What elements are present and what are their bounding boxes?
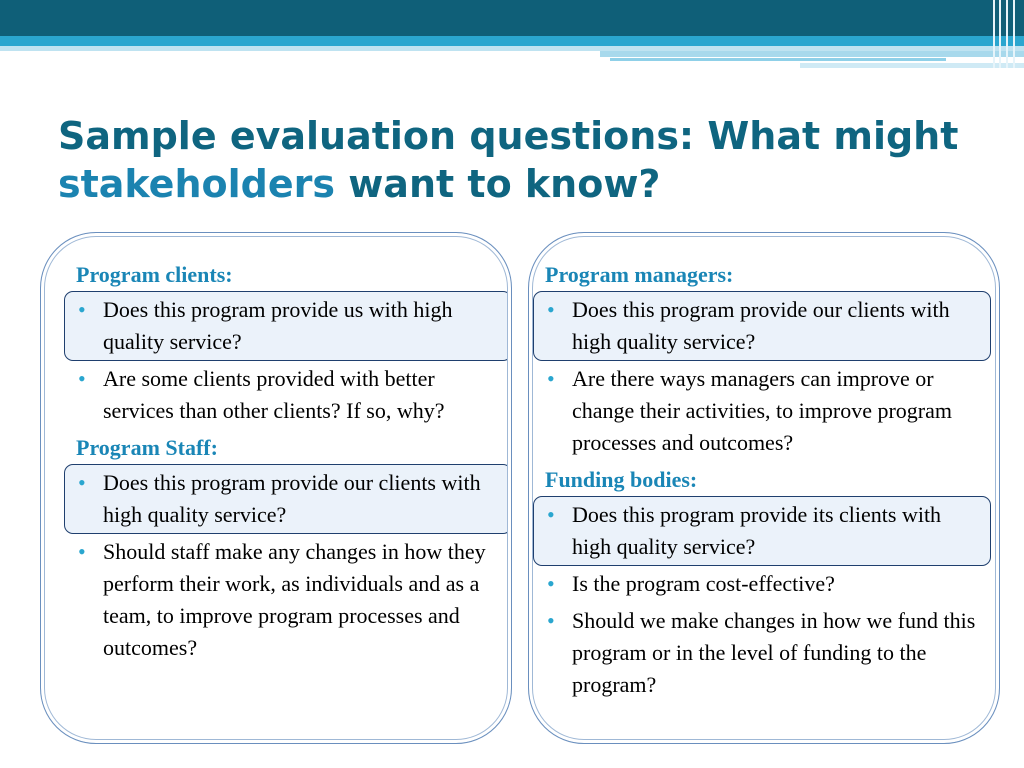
top-bar-stripe: [999, 0, 1001, 68]
section-heading-funding-bodies: Funding bodies:: [545, 467, 698, 492]
top-bar-stripe: [1013, 0, 1015, 68]
top-bar-accent-2: [610, 58, 946, 61]
top-bar-dark: [0, 0, 1024, 36]
section-heading-program-staff: Program Staff:: [76, 435, 218, 460]
list-item: • Are there ways managers can improve or change their activities, to improve program processes and outcomes?: [545, 363, 985, 459]
list-item: • Should staff make any changes in how they perform their work, as individuals and as a team, to improve program processes and outcomes?: [76, 536, 506, 664]
list-item: • Should we make changes in how we fund this program or in the level of funding to the program?: [545, 605, 985, 701]
list-item: • Does this program provide our clients with high quality service?: [76, 467, 506, 531]
title-accent-word: stakeholders: [58, 162, 335, 206]
top-bar-stripe: [1006, 0, 1008, 68]
list-item: • Are some clients provided with better services than other clients? If so, why?: [76, 363, 506, 427]
section-heading-program-managers: Program managers:: [545, 262, 734, 287]
left-panel-content: [76, 259, 506, 669]
title-part-1: Sample evaluation questions: What might: [58, 114, 959, 158]
section-heading-program-clients: Program clients:: [76, 262, 233, 287]
slide-title: [58, 112, 978, 208]
top-bar-accent-1: [600, 51, 1024, 57]
list-item: • Does this program provide its clients with high quality service?: [545, 499, 985, 563]
top-bar-mid: [0, 36, 1024, 46]
top-bar-stripe: [993, 0, 995, 68]
program-managers-list: [545, 294, 985, 459]
right-panel-content: [545, 259, 985, 706]
program-clients-list: [76, 294, 506, 427]
top-bar-accent-3: [800, 63, 1024, 68]
list-item: • Is the program cost-effective?: [545, 568, 985, 600]
title-part-2: want to know?: [348, 162, 661, 206]
funding-bodies-list: [545, 499, 985, 701]
list-item: • Does this program provide us with high quality service?: [76, 294, 506, 358]
program-staff-list: [76, 467, 506, 664]
list-item: • Does this program provide our clients with high quality service?: [545, 294, 985, 358]
